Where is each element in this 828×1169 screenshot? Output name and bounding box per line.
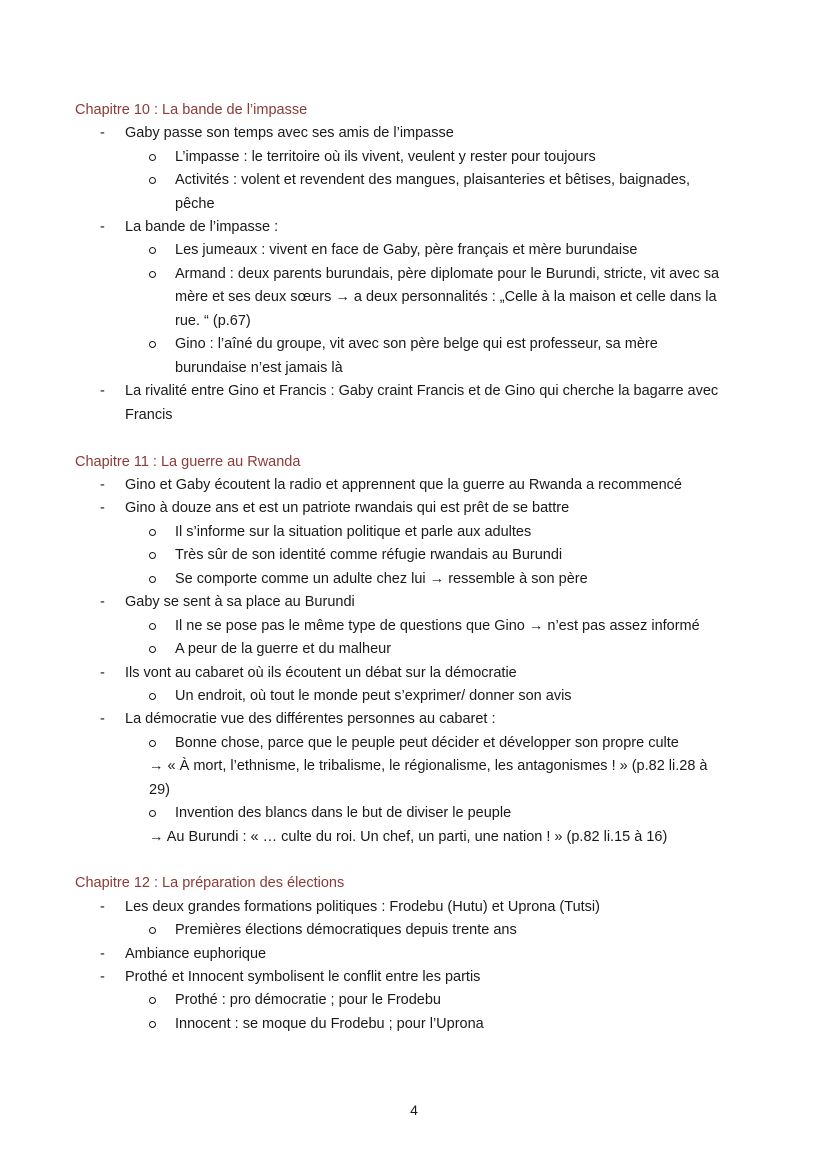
- list-item: La bande de l’impasse :: [125, 219, 279, 235]
- circle-bullet-icon: [149, 927, 156, 934]
- circle-bullet-icon: [149, 693, 156, 700]
- list-item: Gino et Gaby écoutent la radio et apprennent que la guerre au Rwanda a recommencé: [125, 477, 682, 493]
- circle-bullet-icon: [149, 576, 156, 583]
- dash-bullet: -: [100, 383, 105, 399]
- chapter-12-heading: Chapitre 12 : La préparation des élections: [75, 875, 345, 891]
- list-item: Premières élections démocratiques depuis trente ans: [175, 922, 517, 938]
- list-item: Se comporte comme un adulte chez lui → ressemble à son père: [175, 571, 588, 587]
- list-item: Très sûr de son identité comme réfugie rwandais au Burundi: [175, 547, 563, 563]
- list-item-continuation: rue. “ (p.67): [175, 313, 251, 329]
- list-item: Ambiance euphorique: [125, 946, 267, 962]
- list-item: La rivalité entre Gino et Francis : Gaby craint Francis et de Gino qui cherche la bagarre avec: [125, 383, 719, 399]
- circle-bullet-icon: [149, 1021, 156, 1028]
- list-item: Innocent : se moque du Frodebu ; pour l’Uprona: [175, 1016, 484, 1032]
- circle-bullet-icon: [149, 154, 156, 161]
- chapter-10-heading: Chapitre 10 : La bande de l’impasse: [75, 102, 308, 118]
- dash-bullet: -: [100, 969, 105, 985]
- list-item: Gino : l’aîné du groupe, vit avec son père belge qui est professeur, sa mère: [175, 336, 658, 352]
- list-item-continuation: burundaise n’est jamais là: [175, 360, 343, 376]
- quote-line: → « À mort, l’ethnisme, le tribalisme, le régionalisme, les antagonismes ! » (p.82 li.28 à: [149, 758, 708, 774]
- list-item: Ils vont au cabaret où ils écoutent un débat sur la démocratie: [125, 665, 517, 681]
- dash-bullet: -: [100, 477, 105, 493]
- list-item: Il ne se pose pas le même type de questions que Gino → n’est pas assez informé: [175, 618, 700, 634]
- list-item: La démocratie vue des différentes personnes au cabaret :: [125, 711, 496, 727]
- list-item: A peur de la guerre et du malheur: [175, 641, 392, 657]
- dash-bullet: -: [100, 946, 105, 962]
- list-item-continuation: pêche: [175, 196, 215, 212]
- circle-bullet-icon: [149, 552, 156, 559]
- circle-bullet-icon: [149, 177, 156, 184]
- circle-bullet-icon: [149, 810, 156, 817]
- dash-bullet: -: [100, 665, 105, 681]
- list-item: Prothé : pro démocratie ; pour le Frodebu: [175, 992, 441, 1008]
- circle-bullet-icon: [149, 271, 156, 278]
- dash-bullet: -: [100, 711, 105, 727]
- page-number: 4: [410, 1102, 418, 1118]
- circle-bullet-icon: [149, 341, 156, 348]
- circle-bullet-icon: [149, 740, 156, 747]
- list-item: Les jumeaux : vivent en face de Gaby, père français et mère burundaise: [175, 242, 638, 258]
- list-item: Un endroit, où tout le monde peut s’exprimer/ donner son avis: [175, 688, 572, 704]
- list-item: Gino à douze ans et est un patriote rwandais qui est prêt de se battre: [125, 500, 570, 516]
- list-item-continuation: mère et ses deux sœurs → a deux personnalités : „Celle à la maison et celle dans la: [175, 289, 717, 305]
- dash-bullet: -: [100, 899, 105, 915]
- circle-bullet-icon: [149, 646, 156, 653]
- chapter-11-heading: Chapitre 11 : La guerre au Rwanda: [75, 454, 301, 470]
- dash-bullet: -: [100, 125, 105, 141]
- circle-bullet-icon: [149, 623, 156, 630]
- quote-line-continuation: 29): [149, 782, 170, 798]
- circle-bullet-icon: [149, 529, 156, 536]
- dash-bullet: -: [100, 594, 105, 610]
- circle-bullet-icon: [149, 247, 156, 254]
- list-item: Activités : volent et revendent des mangues, plaisanteries et bêtises, baignades,: [175, 172, 691, 188]
- list-item: Armand : deux parents burundais, père diplomate pour le Burundi, stricte, vit avec sa: [175, 266, 720, 282]
- circle-bullet-icon: [149, 997, 156, 1004]
- list-item: Il s’informe sur la situation politique et parle aux adultes: [175, 524, 532, 540]
- list-item: Bonne chose, parce que le peuple peut décider et développer son propre culte: [175, 735, 679, 751]
- list-item: L’impasse : le territoire où ils vivent, veulent y rester pour toujours: [175, 149, 596, 165]
- list-item: Gaby se sent à sa place au Burundi: [125, 594, 355, 610]
- list-item-continuation: Francis: [125, 407, 173, 423]
- dash-bullet: -: [100, 500, 105, 516]
- list-item: Gaby passe son temps avec ses amis de l’impasse: [125, 125, 454, 141]
- quote-line: → Au Burundi : « … culte du roi. Un chef, un parti, une nation ! » (p.82 li.15 à 16): [149, 829, 668, 845]
- list-item: Les deux grandes formations politiques : Frodebu (Hutu) et Uprona (Tutsi): [125, 899, 600, 915]
- list-item: Invention des blancs dans le but de diviser le peuple: [175, 805, 512, 821]
- dash-bullet: -: [100, 219, 105, 235]
- list-item: Prothé et Innocent symbolisent le conflit entre les partis: [125, 969, 481, 985]
